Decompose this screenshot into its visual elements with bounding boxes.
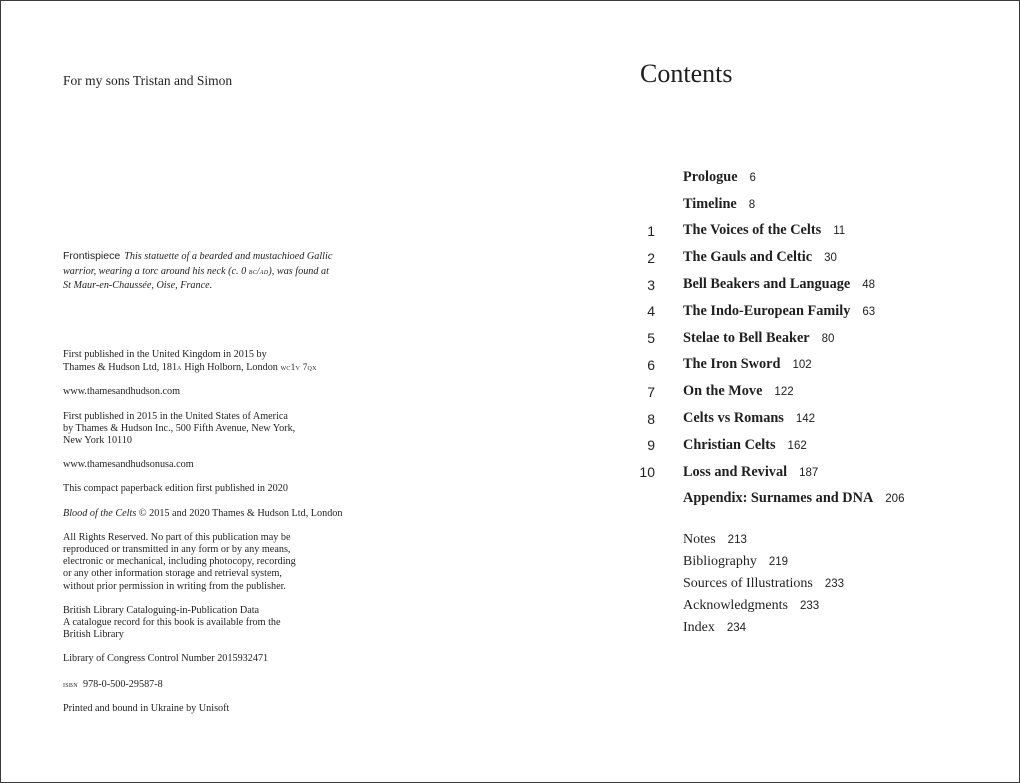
back-matter-page-number: 233 [799, 600, 820, 612]
caption-line-2a: warrior, wearing a torc around his neck (c. 0 [63, 266, 249, 277]
chapter-number: 4 [647, 303, 655, 320]
chapter-number: 7 [647, 383, 655, 400]
rights-line-3: electronic or mechanical, including photocopy, recording [63, 556, 296, 568]
isbn [63, 678, 353, 691]
contents-entry [633, 191, 993, 218]
back-matter-page-number: 219 [768, 556, 789, 568]
frontispiece-caption [63, 249, 363, 293]
rights-line-5: without prior permission in writing from the publisher. [63, 580, 286, 592]
chapter-number: 3 [647, 276, 655, 293]
chapter-title: Loss and Revival [683, 463, 788, 480]
contents-entry [633, 164, 993, 191]
chapter-title: Prologue [683, 168, 738, 185]
back-matter-title: Acknowledgments [683, 598, 788, 613]
us-publication [63, 411, 353, 448]
british-library-note [63, 605, 353, 642]
chapter-title: Bell Beakers and Language [683, 276, 851, 293]
rights-line-4: or any other information storage and retrieval system, [63, 568, 282, 580]
rights-statement [63, 532, 353, 593]
caption-line-3: St Maur-en-Chaussée, Oise, France. [63, 280, 213, 291]
uk-line-2a: Thames & Hudson Ltd, 181 [63, 362, 178, 374]
chapter-number: 2 [647, 249, 655, 266]
copyright-text: © 2015 and 2020 Thames & Hudson Ltd, London [136, 507, 343, 519]
chapter-title: Stelae to Bell Beaker [683, 329, 810, 346]
contents-entry [633, 325, 993, 352]
caption-line-1: This statuette of a bearded and mustachioed Gallic [124, 251, 333, 262]
contents-entry [633, 405, 993, 432]
chapter-title-group [683, 222, 845, 239]
chapter-page-number: 63 [862, 305, 876, 318]
bl-line-3: British Library [63, 629, 124, 641]
uk-website: www.thamesandhudson.com [63, 386, 181, 398]
chapter-number: 6 [647, 356, 655, 373]
uk-line-2-sc1: a [177, 362, 182, 373]
chapter-number: 9 [647, 437, 655, 454]
us-line-3: New York 10110 [63, 435, 132, 447]
frontispiece-label: Frontispiece [63, 250, 121, 262]
contents-entry [633, 271, 993, 298]
contents-entry [633, 378, 993, 405]
contents-entry [633, 486, 993, 513]
us-website: www.thamesandhudsonusa.com [63, 459, 194, 471]
contents-entry [633, 298, 993, 325]
chapter-title: The Iron Sword [683, 356, 781, 373]
chapter-title-group [683, 330, 834, 347]
back-matter-entry [683, 529, 983, 551]
chapter-page-number: 30 [824, 252, 837, 265]
rights-line-1: All Rights Reserved. No part of this publication may be [63, 531, 291, 543]
back-matter-entry [683, 551, 983, 573]
loc-control-number: Library of Congress Control Number 2015932471 [63, 653, 269, 665]
uk-postcode: wc1v 7qx [280, 362, 317, 373]
back-matter-page-number: 213 [727, 534, 747, 546]
bl-line-2: A catalogue record for this book is available from the [63, 617, 281, 629]
chapter-title: Celts vs Romans [683, 410, 784, 427]
chapter-title-group [683, 410, 815, 427]
chapter-title-group [683, 169, 756, 186]
chapter-title-group [683, 490, 904, 507]
back-matter-title: Notes [683, 532, 716, 547]
printed-by: Printed and bound in Ukraine by Unisoft [63, 702, 230, 714]
chapter-page-number: 8 [748, 198, 756, 211]
chapter-title: The Gauls and Celtic [683, 249, 813, 266]
compact-edition-note: This compact paperback edition first published in 2020 [63, 483, 288, 495]
uk-publication [63, 349, 353, 374]
contents-entry [633, 352, 993, 379]
back-matter-entry [683, 595, 983, 617]
back-matter-title: Index [683, 620, 715, 635]
chapter-number: 1 [647, 222, 655, 239]
chapter-title-group [683, 356, 812, 373]
back-matter-entry [683, 617, 983, 639]
bl-line-1: British Library Cataloguing-in-Publication Data [63, 604, 260, 616]
chapter-page-number: 48 [862, 279, 876, 292]
chapter-title: Appendix: Surnames and DNA [683, 490, 874, 507]
chapter-page-number: 122 [774, 386, 794, 399]
rights-line-2: reproduced or transmitted in any form or by any means, [63, 544, 291, 556]
chapter-title-group [683, 196, 755, 213]
back-matter-page-number: 234 [726, 622, 747, 634]
chapter-title: Timeline [683, 195, 737, 212]
back-matter-page-number: 233 [824, 578, 845, 590]
chapter-page-number: 142 [795, 413, 816, 426]
chapter-title-group [683, 303, 875, 320]
copyright-notice [63, 508, 353, 520]
chapter-number: 5 [647, 330, 655, 347]
dedication: For my sons Tristan and Simon [63, 73, 233, 88]
chapter-number: 10 [639, 464, 655, 481]
book-title: Blood of the Celts [63, 507, 137, 519]
caption-line-2b: ), was found at [268, 266, 329, 277]
chapter-title: Christian Celts [683, 436, 776, 453]
chapter-number: 8 [647, 410, 655, 427]
chapter-title: On the Move [683, 383, 763, 400]
uk-line-1: First published in the United Kingdom in 2015 by [63, 349, 267, 360]
chapter-title: The Indo-European Family [683, 302, 851, 319]
us-line-1: First published in 2015 in the United States of America [63, 410, 288, 422]
contents-entry [633, 244, 993, 271]
chapter-title-group [683, 276, 875, 293]
back-matter-title: Sources of Illustrations [683, 576, 813, 591]
back-matter-list [683, 529, 983, 639]
chapter-page-number: 80 [821, 332, 835, 345]
chapter-page-number: 102 [792, 359, 812, 372]
chapter-page-number: 11 [833, 225, 846, 238]
isbn-label: isbn [63, 678, 78, 689]
chapter-title: The Voices of the Celts [683, 222, 822, 239]
us-line-2: by Thames & Hudson Inc., 500 Fifth Avenue, New York, [63, 422, 296, 434]
isbn-value: 978-0-500-29587-8 [82, 678, 163, 690]
back-matter-title: Bibliography [683, 554, 757, 569]
chapter-page-number: 162 [787, 439, 807, 452]
contents-heading: Contents [640, 59, 733, 88]
chapter-title-group [683, 249, 837, 266]
chapter-title-group [683, 383, 794, 400]
contents-entry [633, 459, 993, 486]
contents-entry [633, 432, 993, 459]
imprint-block [63, 349, 353, 727]
contents-entry [633, 218, 993, 245]
uk-line-2b: High Holborn, London [181, 362, 281, 374]
back-matter-entry [683, 573, 983, 595]
chapter-page-number: 6 [749, 171, 756, 184]
chapter-list [633, 164, 993, 512]
chapter-title-group [683, 464, 818, 481]
chapter-title-group [683, 437, 807, 454]
chapter-page-number: 206 [885, 493, 905, 506]
caption-era: bc/ad [248, 266, 269, 276]
chapter-page-number: 187 [799, 466, 819, 479]
